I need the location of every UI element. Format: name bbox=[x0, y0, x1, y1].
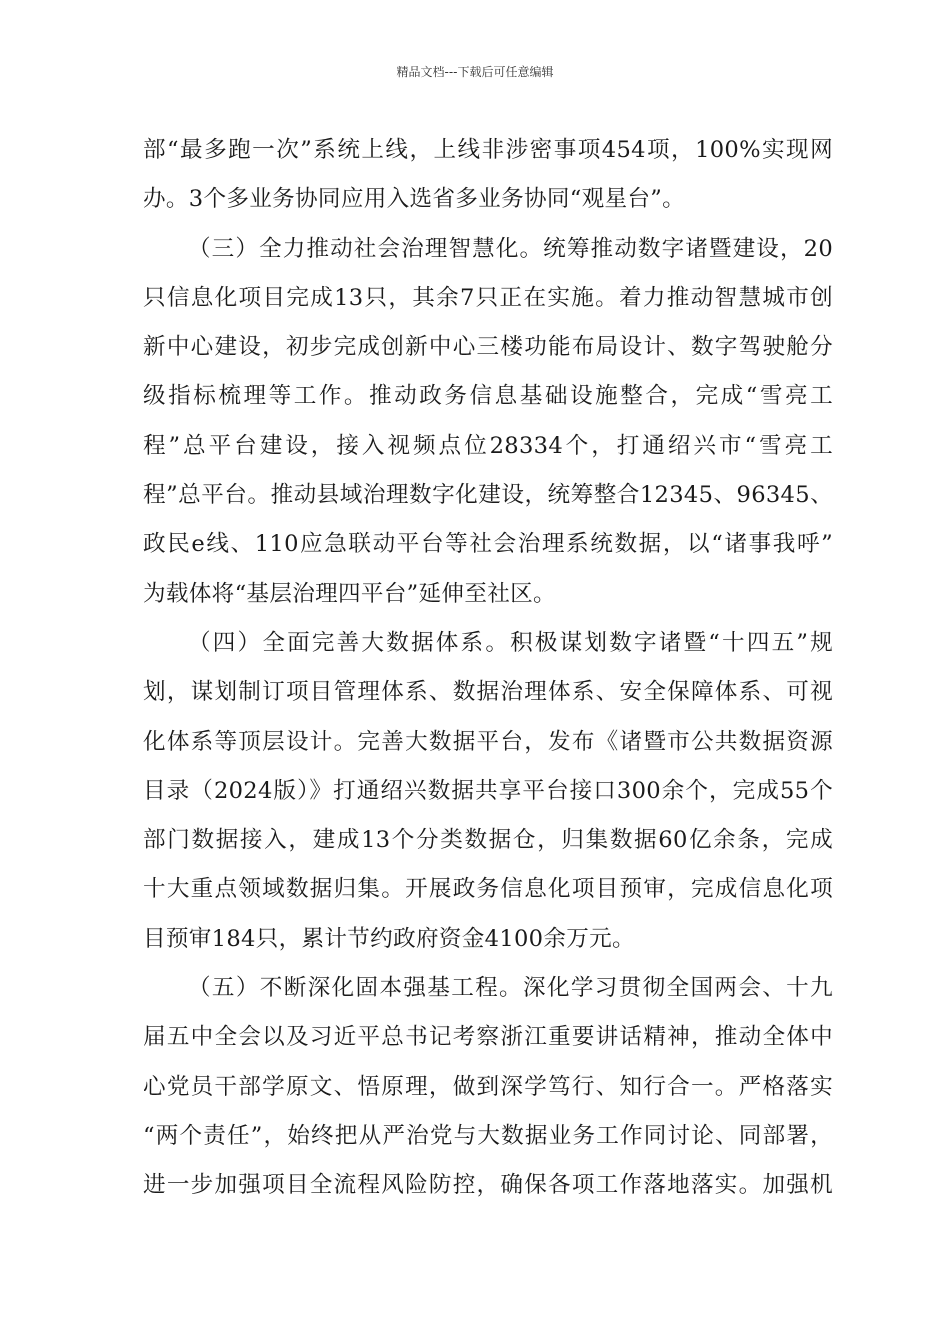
text-line: 新中心建设，初步完成创新中心三楼功能布局设计、数字驾驶舱分 bbox=[143, 334, 833, 361]
page-header: 精品文档---下载后可任意编辑 bbox=[396, 65, 554, 79]
text-line: 目录（2024版）》打通绍兴数据共享平台接口300余个，完成55个 bbox=[143, 777, 833, 804]
text-line: 化体系等顶层设计。完善大数据平台，发布《诸暨市公共数据资源 bbox=[143, 728, 833, 755]
section-heading-line: （四）全面完善大数据体系。积极谋划数字诸暨“十四五”规 bbox=[188, 629, 833, 656]
section-heading-line: （三）全力推动社会治理智慧化。统筹推动数字诸暨建设，20 bbox=[188, 235, 833, 262]
text-line: 部门数据接入，建成13个分类数据仓，归集数据60亿余条，完成 bbox=[143, 827, 833, 854]
text-line: 级指标梳理等工作。推动政务信息基础设施整合，完成“雪亮工 bbox=[143, 383, 833, 410]
text-line: 为载体将“基层治理四平台”延伸至社区。 bbox=[143, 580, 556, 607]
text-line: 十大重点领域数据归集。开展政务信息化项目预审，完成信息化项 bbox=[143, 876, 833, 903]
text-line: 部“最多跑一次”系统上线，上线非涉密事项454项，100%实现网 bbox=[143, 137, 833, 163]
text-line: 心党员干部学原文、悟原理，做到深学笃行、知行合一。严格落实 bbox=[143, 1073, 833, 1100]
text-line: 程”总平台。推动县域治理数字化建设，统筹整合12345、96345、 bbox=[143, 482, 833, 509]
text-line: 办。3个多业务协同应用入选省多业务协同“观星台”。 bbox=[143, 186, 686, 213]
document-body bbox=[143, 126, 833, 1211]
text-line: 进一步加强项目全流程风险防控，确保各项工作落地落实。加强机 bbox=[143, 1172, 833, 1199]
text-line: 政民e线、110应急联动平台等社会治理系统数据，以“诸事我呼” bbox=[143, 531, 833, 558]
text-line: 划，谋划制订项目管理体系、数据治理体系、安全保障体系、可视 bbox=[143, 679, 833, 706]
section-heading-line: （五）不断深化固本强基工程。深化学习贯彻全国两会、十九 bbox=[188, 975, 833, 1002]
text-line: 届五中全会以及习近平总书记考察浙江重要讲话精神，推动全体中 bbox=[143, 1024, 833, 1051]
text-line: 只信息化项目完成13只，其余7只正在实施。着力推动智慧城市创 bbox=[143, 284, 833, 311]
text-line: 程”总平台建设，接入视频点位28334个，打通绍兴市“雪亮工 bbox=[143, 432, 833, 459]
text-line: “两个责任”，始终把从严治党与大数据业务工作同讨论、同部署， bbox=[143, 1122, 833, 1149]
text-line: 目预审184只，累计节约政府资金4100余万元。 bbox=[143, 925, 635, 952]
